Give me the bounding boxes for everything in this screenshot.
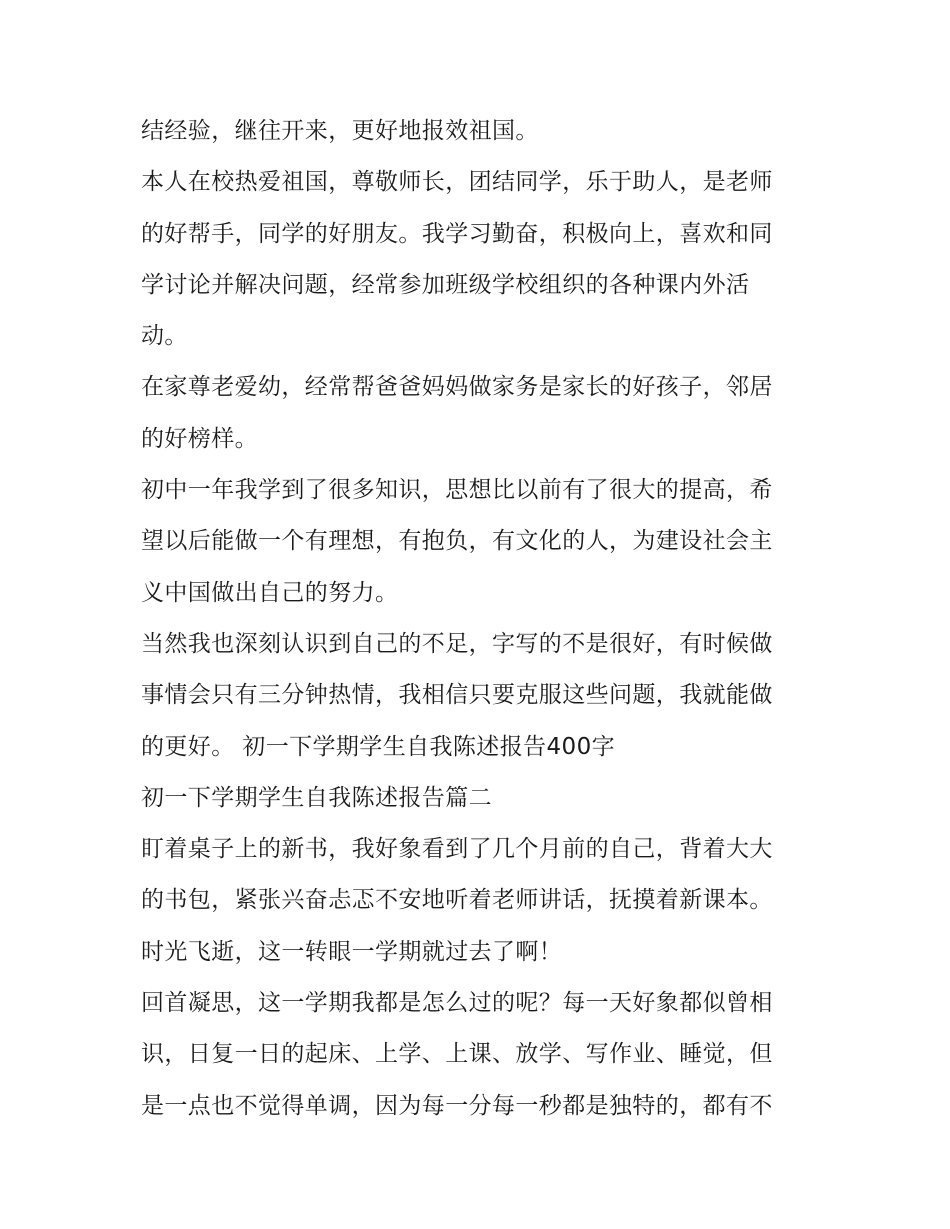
text-line: 当然我也深刻认识到自己的不足，字写的不是很好，有时候做 [141, 630, 773, 657]
text-line: 初中一年我学到了很多知识，思想比以前有了很大的提高，希 [141, 477, 773, 504]
text-line: 的书包，紧张兴奋忐忑不安地听着老师讲话，抚摸着新课本。 [141, 887, 773, 914]
text-line: 本人在校热爱祖国，尊敬师长，团结同学，乐于助人，是老师 [141, 169, 773, 196]
text-line: 回首凝思，这一学期我都是怎么过的呢？每一天好象都似曾相 [141, 990, 773, 1017]
text-line: 动。 [141, 323, 188, 350]
text-line: 义中国做出自己的努力。 [141, 579, 399, 606]
text-line: 是一点也不觉得单调，因为每一分每一秒都是独特的，都有不 [141, 1092, 773, 1119]
text-line: 的好帮手，同学的好朋友。我学习勤奋，积极向上，喜欢和同 [141, 220, 773, 247]
text-line: 学讨论并解决问题，经常参加班级学校组织的各种课内外活 [141, 271, 750, 298]
text-line: 望以后能做一个有理想，有抱负，有文化的人，为建设社会主 [141, 528, 773, 555]
text-line: 时光飞逝，这一转眼一学期就过去了啊！ [141, 938, 563, 965]
text-line: 识，日复一日的起床、上学、上课、放学、写作业、睡觉，但 [141, 1041, 773, 1068]
text-line: 的好榜样。 [141, 425, 258, 452]
text-line: 的更好。 初一下学期学生自我陈述报告400字 [141, 733, 616, 760]
text-line: 事情会只有三分钟热情，我相信只要克服这些问题，我就能做 [141, 682, 773, 709]
document-body [141, 106, 821, 1132]
section-heading: 初一下学期学生自我陈述报告篇二 [141, 784, 492, 811]
text-line: 结经验，继往开来，更好地报效祖国。 [141, 118, 539, 144]
text-line: 在家尊老爱幼，经常帮爸爸妈妈做家务是家长的好孩子，邻居 [141, 374, 773, 401]
text-line: 盯着桌子上的新书，我好象看到了几个月前的自己，背着大大 [141, 836, 773, 863]
